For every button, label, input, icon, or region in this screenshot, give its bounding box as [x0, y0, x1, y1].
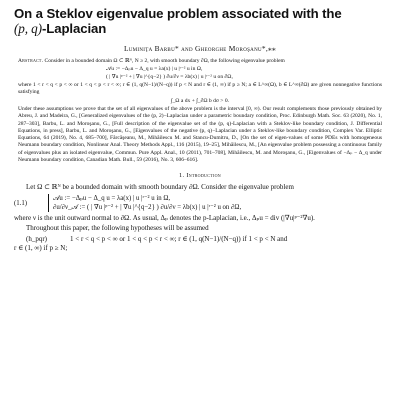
abstract-eq-line-1: 𝒜u := −Δₚu − Δ_q u = λa(x) | u |ʳ⁻² u in Ω,	[106, 66, 203, 73]
title-line-2: -Laplacian	[41, 21, 107, 36]
abstract-body: Under these assumptions we prove that the set of all eigenvalues of the above problem is the interval [0, ∞). Our result complements those previously obtained by Abreu, J. and Madeira, G., [Generalized eigenvalues of the (p, 2)−Laplacian under a parametric boundary condition, Proc. Edinburgh Math. Soc. 63 (2020), No. 1, 287–303], Barbu, L. and Moroşanu, G., [Full description of the eigenvalue set of the (p, q)-Laplacian with a Steklov-like boundary condition, J. Differential Equations, in press], Barbu, L. and Moroşanu, G., [Eigenvalues of the negative (p, q)−Laplacian under a Steklov-like boundary condition, Complex Var. Elliptic Equations, 64 (2019), No. 4, 685–700], Fărcăşeanu, M., Mihăilescu M. and Stancu-Dumitru, D., [On the set of eigen-values of some PDEs with homogeneous Neumann boundary condition, Nonlinear Anal. Theory Methods Appl., 116 (2015), 19–25], Mihăilescu, M., [An eigenvalue problem possessing a continuous family of eigenvalues plus an isolated eigenvalue, Commun. Pure Appl. Anal., 10 (2011), 701–708], Mihăilescu, M. and Moroşanu, G., [Eigenvalues of −Δₚ − Δ_q under Neumann boundary condition, Canadian Math. Bull., 59 (2016), No. 3, 606–616].	[18, 106, 382, 164]
section-number: 1.	[179, 172, 185, 180]
equation-line-1: 𝒜u := −Δₚu − Δ_q u = λa(x) | u |ʳ⁻² u in Ω,	[53, 195, 171, 203]
abstract-eq-line-2: ( | ∇u |ᵖ⁻² + | ∇u |^{q−2} ) ∂u/∂ν = λb(x) | u |ʳ⁻² u on ∂Ω,	[106, 73, 233, 80]
equation-1-1	[14, 194, 386, 212]
abstract-integral: ∫_Ω a dx + ∫_∂Ω b dσ > 0.	[170, 97, 230, 104]
abstract	[18, 58, 382, 164]
section-heading	[14, 172, 386, 179]
abstract-label: Abstract.	[18, 58, 44, 64]
authors: Luminiţa Barbu* and Gheorghe Moroşanu*,⁎⁎	[123, 44, 277, 53]
section-name: Introduction	[186, 172, 221, 180]
intro-paragraph-3: Throughout this paper, the following hypotheses will be assumed	[26, 223, 209, 232]
hypothesis	[14, 235, 386, 244]
hypothesis-line-1: 1 < r < q < p < ∞ or 1 < q < p < r < ∞; r ∈ (1, q(N−1)/(N−q)) if 1 < p < N and	[70, 234, 288, 243]
hypothesis-line-2: r ∈ (1, ∞) if p ≥ N;	[14, 243, 68, 252]
title-line-1: On a Steklov eigenvalue problem associated with the	[14, 6, 342, 21]
abstract-conditions: where 1 < r < q < p < ∞ or 1 < q < p < r < ∞; r ∈ (1, q(N−1)/(N−q)) if p < N and r ∈ (1, ∞) if p ≥ N; a ∈ L^∞(Ω), b ∈ L^∞(∂Ω) are given nonnegative functions satisfying	[18, 82, 382, 96]
equation-system	[48, 194, 241, 212]
abstract-equation	[106, 66, 382, 81]
abstract-intro: Consider in a bounded domain Ω ⊂ ℝᴺ, N ≥ 2, with smooth boundary ∂Ω, the following eigenvalue problem	[44, 58, 285, 64]
intro-paragraph-1: Let Ω ⊂ ℝᴺ be a bounded domain with smooth boundary ∂Ω. Consider the eigenvalue problem	[26, 183, 294, 192]
title-math: (p, q)	[14, 21, 42, 36]
intro-body	[14, 183, 386, 252]
equation-line-2: ∂u/∂ν_𝒜 := ( | ∇u |ᵖ⁻² + | ∇u |^{q−2} ) ∂u/∂ν = λb(x) | u |ʳ⁻² u on ∂Ω,	[53, 204, 242, 212]
equation-number: (1.1)	[14, 199, 28, 207]
intro-paragraph-2: where ν is the unit outward normal to ∂Ω. As usual, Δₚ denotes the p-Laplacian, i.e., Δₚu = div (|∇u|ᵖ⁻²∇u).	[14, 214, 315, 223]
hypothesis-label: (h_pqr)	[26, 234, 47, 243]
paper-title	[14, 6, 386, 36]
